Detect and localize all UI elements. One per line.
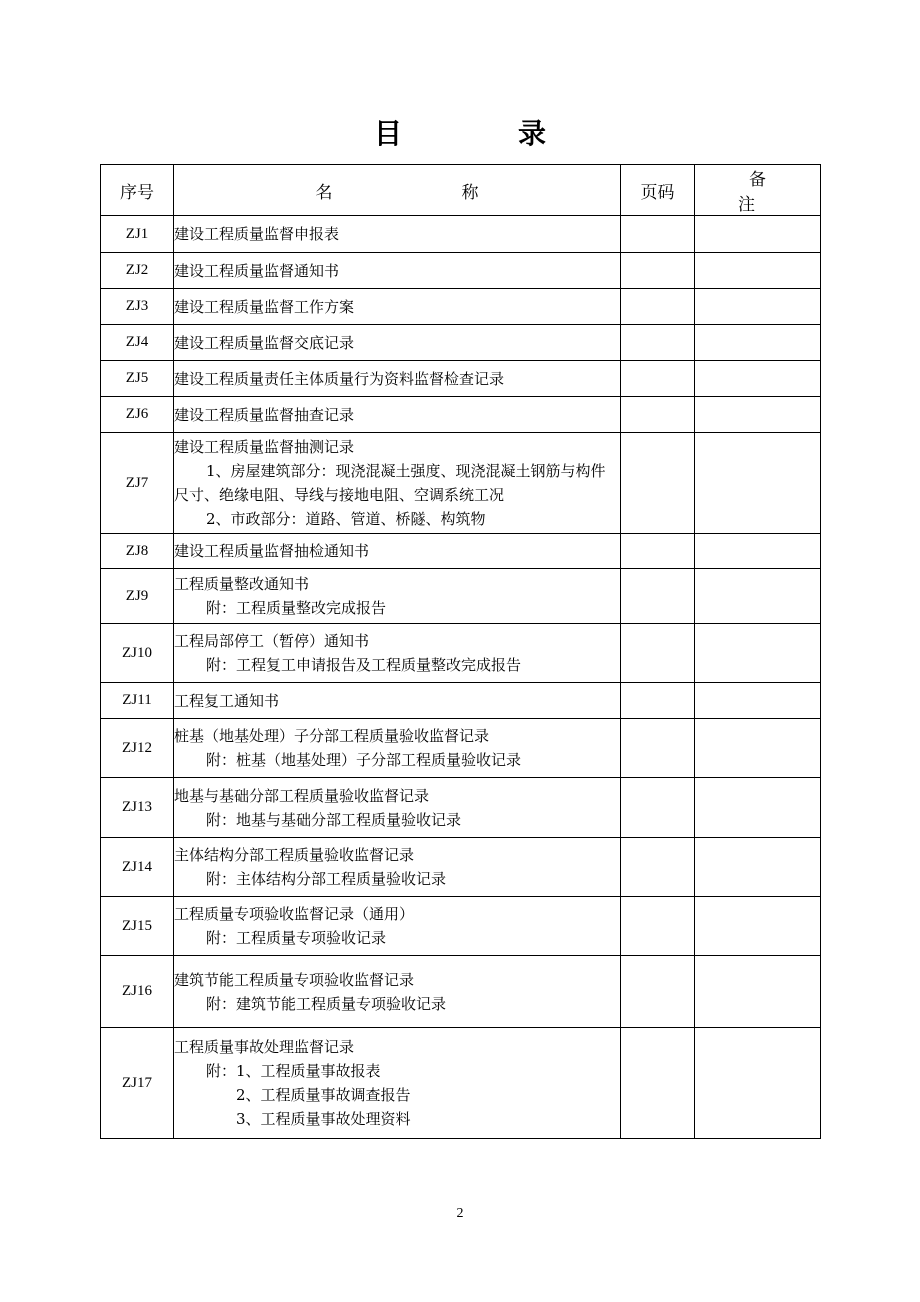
remark-cell <box>695 1028 821 1139</box>
name-line: 建筑节能工程质量专项验收监督记录 <box>174 970 415 989</box>
name-line: 附：工程复工申请报告及工程质量整改完成报告 <box>206 656 522 674</box>
table-row <box>101 289 821 325</box>
page-cell <box>621 956 695 1028</box>
row-name <box>174 897 621 956</box>
table-row <box>101 1028 821 1139</box>
remark-cell <box>695 719 821 778</box>
name-line: 建设工程质量监督抽查记录 <box>174 405 355 424</box>
table-header-row <box>101 165 821 216</box>
table-row <box>101 683 821 719</box>
table-row <box>101 956 821 1028</box>
page-cell <box>621 325 695 361</box>
row-name <box>174 253 621 289</box>
column-header-no: 序号 <box>101 165 174 216</box>
row-number: ZJ11 <box>101 683 174 719</box>
name-line: 工程质量事故处理监督记录 <box>174 1038 355 1056</box>
name-line: 建设工程质量监督抽测记录 <box>174 438 355 456</box>
row-number: ZJ15 <box>101 897 174 956</box>
page-title: 目 录 <box>373 117 590 150</box>
column-header-page: 页码 <box>621 165 695 216</box>
row-number: ZJ12 <box>101 719 174 778</box>
name-line: 附：主体结构分部工程质量验收记录 <box>206 870 447 888</box>
name-line: 1、房屋建筑部分：现浇混凝土强度、现浇混凝土钢筋与构件尺寸、绝缘电阻、导线与接地电阻、空调系统工况 <box>174 462 606 504</box>
page-cell <box>621 624 695 683</box>
name-line: 建设工程质量监督工作方案 <box>174 297 355 316</box>
page-cell <box>621 569 695 624</box>
table-row <box>101 253 821 289</box>
page-cell <box>621 253 695 289</box>
table-row <box>101 778 821 838</box>
table-row <box>101 719 821 778</box>
row-name <box>174 325 621 361</box>
page-cell <box>621 683 695 719</box>
row-name <box>174 534 621 569</box>
name-line: 主体结构分部工程质量验收监督记录 <box>174 846 415 864</box>
row-name <box>174 216 621 253</box>
row-name <box>174 719 621 778</box>
row-number: ZJ16 <box>101 956 174 1028</box>
page-cell <box>621 897 695 956</box>
row-number: ZJ9 <box>101 569 174 624</box>
row-number: ZJ8 <box>101 534 174 569</box>
name-line: 桩基（地基处理）子分部工程质量验收监督记录 <box>174 727 490 745</box>
name-line: 附：地基与基础分部工程质量验收记录 <box>206 810 462 829</box>
row-name <box>174 956 621 1028</box>
table-row <box>101 325 821 361</box>
remark-cell <box>695 253 821 289</box>
row-number: ZJ3 <box>101 289 174 325</box>
table-row <box>101 397 821 433</box>
remark-cell <box>695 569 821 624</box>
row-name <box>174 683 621 719</box>
row-number: ZJ6 <box>101 397 174 433</box>
remark-cell <box>695 778 821 838</box>
row-number: ZJ2 <box>101 253 174 289</box>
remark-cell <box>695 838 821 897</box>
row-name <box>174 624 621 683</box>
table-row <box>101 624 821 683</box>
table-row <box>101 838 821 897</box>
table-row <box>101 897 821 956</box>
name-line: 地基与基础分部工程质量验收监督记录 <box>174 786 430 805</box>
row-name <box>174 778 621 838</box>
name-line: 工程局部停工（暂停）通知书 <box>174 632 370 650</box>
name-line: 工程质量整改通知书 <box>174 575 310 593</box>
remark-cell <box>695 216 821 253</box>
remark-cell <box>695 534 821 569</box>
row-name <box>174 397 621 433</box>
page-cell <box>621 289 695 325</box>
row-name <box>174 838 621 897</box>
page-cell <box>621 778 695 838</box>
row-number: ZJ10 <box>101 624 174 683</box>
name-line: 工程复工通知书 <box>174 691 280 710</box>
name-line: 建设工程质量监督交底记录 <box>174 333 355 352</box>
page-cell <box>621 361 695 397</box>
row-name <box>174 361 621 397</box>
page-cell <box>621 397 695 433</box>
table-row <box>101 216 821 253</box>
remark-cell <box>695 956 821 1028</box>
remark-cell <box>695 325 821 361</box>
page-cell <box>621 433 695 534</box>
row-name <box>174 289 621 325</box>
row-name <box>174 1028 621 1139</box>
row-number: ZJ13 <box>101 778 174 838</box>
name-line: 建设工程质量监督通知书 <box>174 261 340 280</box>
page-cell <box>621 1028 695 1139</box>
row-number: ZJ14 <box>101 838 174 897</box>
row-number: ZJ7 <box>101 433 174 534</box>
name-line: 附：工程质量整改完成报告 <box>206 599 387 617</box>
column-header-name: 名 称 <box>174 165 621 216</box>
name-line: 附：工程质量专项验收记录 <box>206 929 387 947</box>
table-row <box>101 534 821 569</box>
remark-cell <box>695 397 821 433</box>
row-number: ZJ1 <box>101 216 174 253</box>
table-row <box>101 569 821 624</box>
name-line: 2、市政部分：道路、管道、桥隧、构筑物 <box>206 510 486 528</box>
name-line: 3、工程质量事故处理资料 <box>236 1110 411 1128</box>
name-line: 建设工程质量责任主体质量行为资料监督检查记录 <box>174 369 505 388</box>
row-number: ZJ4 <box>101 325 174 361</box>
name-line: 建设工程质量监督申报表 <box>174 225 340 243</box>
row-number: ZJ17 <box>101 1028 174 1139</box>
name-line: 2、工程质量事故调查报告 <box>236 1086 411 1104</box>
page-cell <box>621 216 695 253</box>
row-number: ZJ5 <box>101 361 174 397</box>
remark-cell <box>695 433 821 534</box>
remark-cell <box>695 289 821 325</box>
name-line: 工程质量专项验收监督记录（通用） <box>174 905 415 923</box>
name-line: 附：1、工程质量事故报表 <box>206 1062 381 1080</box>
name-line: 附：建筑节能工程质量专项验收记录 <box>206 994 447 1013</box>
remark-cell <box>695 361 821 397</box>
name-line: 附：桩基（地基处理）子分部工程质量验收记录 <box>206 751 522 769</box>
toc-table <box>100 164 827 1139</box>
remark-cell <box>695 624 821 683</box>
remark-cell <box>695 897 821 956</box>
page-cell <box>621 719 695 778</box>
page-number: 2 <box>456 1206 464 1221</box>
page-cell <box>621 838 695 897</box>
table-row <box>101 361 821 397</box>
row-name <box>174 569 621 624</box>
row-name <box>174 433 621 534</box>
name-line: 建设工程质量监督抽检通知书 <box>174 542 370 560</box>
table-row <box>101 433 821 534</box>
column-header-remark: 备 注 <box>695 165 821 216</box>
page-cell <box>621 534 695 569</box>
remark-cell <box>695 683 821 719</box>
